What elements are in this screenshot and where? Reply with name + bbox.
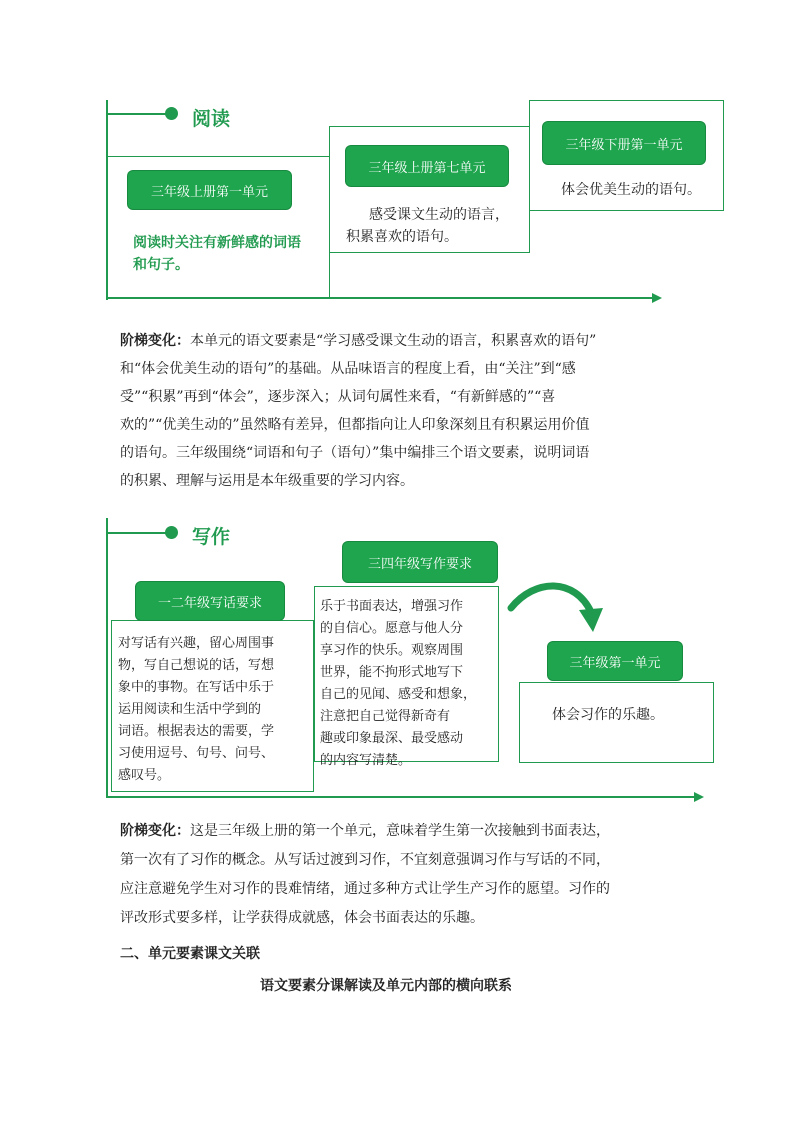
reading-ladder-line: 的积累、理解与运用是本年级重要的学习内容。 [120,473,414,489]
writing-ladder-line: 评改形式要多样，让学获得成就感，体会书面表达的乐趣。 [120,910,484,926]
reading-title: 阅读 [192,108,231,130]
writing-box2-line: 趣或印象最深、最受感动 [320,731,464,746]
writing-box1-line: 感叹号。 [118,768,171,783]
reading-ladder-line: 的语句。三年级围绕“词语和句子（语句）”集中编排三个语文要素，说明词语 [120,445,590,461]
writing-box1-line: 象中的事物。在写话中乐于 [118,680,275,695]
writing-box2-line: 的自信心。愿意与他人分 [320,621,464,636]
writing-box1-line: 词语。根据表达的需要，学 [118,724,275,739]
writing-pill-grade3-4: 三四年级写作要求 [343,542,497,582]
writing-timeline-arrow [106,796,694,798]
writing-title: 写作 [192,526,231,548]
reading-ladder-line: 受”“积累”再到“体会”，逐步深入；从词句属性来看，“有新鲜感的”“喜 [120,389,556,405]
writing-ladder-line: 第一次有了习作的概念。从写话过渡到习作，不宜刻意强调习作与写话的不同， [120,852,610,868]
reading-ladder-line: 欢的”“优美生动的”虽然略有差异，但都指向让人印象深刻且有积累运用价值 [120,417,590,433]
writing-arrow-head [694,792,704,802]
writing-box1-line: 习使用逗号、句号、问号、 [118,746,275,761]
reading-timeline-arrow [106,297,652,299]
reading-arrow-head [652,293,662,303]
writing-ladder-line: 这是三年级上册的第一个单元，意味着学生第一次接触到书面表达， [190,823,610,839]
writing-box2-line: 自己的见闻、感受和想象， [320,687,477,702]
reading-box2-line1: 感受课文生动的语言， [369,207,509,223]
reading-ladder-line: 本单元的语文要素是“学习感受课文生动的语言，积累喜欢的语句” [190,333,597,349]
writing-box2-line: 的内容写清楚。 [320,753,412,768]
writing-box2-text [320,596,498,772]
writing-box3-text: 体会习作的乐趣。 [552,707,664,723]
writing-title-dot [165,526,178,539]
reading-title-dot [165,107,178,120]
reading-box1-text: 阅读时关注有新鲜感的词语和句子。 [133,235,301,273]
writing-ladder-label: 阶梯变化： [120,823,190,839]
writing-box1-text [118,633,312,787]
writing-pill-grade1-2: 一二年级写话要求 [136,582,284,620]
reading-ladder-paragraph [120,327,720,495]
reading-ladder-line: 和“体会优美生动的语句”的基础。从品味语言的程度上看，由“关注”到“感 [120,361,576,377]
writing-box2-line: 享习作的快乐。观察周围 [320,643,464,658]
reading-box3-text: 体会优美生动的语句。 [561,182,701,198]
reading-title-connector [106,113,172,115]
writing-ladder-line: 应注意避免学生对习作的畏难情绪，通过多种方式让学生产习作的愿望。习作的 [120,881,610,897]
writing-box1-line: 运用阅读和生活中学到的 [118,702,262,717]
curved-arrow-icon [505,582,605,642]
writing-title-connector [106,532,172,534]
writing-ladder-paragraph [120,817,720,933]
writing-timeline-vertical [106,518,108,798]
writing-box1-line: 物，写自己想说的话，写想 [118,658,275,673]
reading-pill-grade3-unit1: 三年级上册第一单元 [128,171,291,209]
writing-box2-line: 乐于书面表达，增强习作 [320,599,464,614]
reading-box2-line2: 积累喜欢的语句。 [346,229,458,245]
section2-heading: 二、单元要素课文关联 [120,946,260,962]
writing-pill-grade3-unit1: 三年级第一单元 [548,642,682,680]
writing-box2-line: 注意把自己觉得新奇有 [320,709,451,724]
reading-ladder-label: 阶梯变化： [120,333,190,349]
section2-subheading: 语文要素分课解读及单元内部的横向联系 [260,978,512,994]
reading-pill-grade3-unit7: 三年级上册第七单元 [346,146,508,186]
writing-box1-line: 对写话有兴趣，留心周围事 [118,636,275,651]
reading-pill-grade3-down-unit1: 三年级下册第一单元 [543,122,705,164]
writing-box2-line: 世界，能不拘形式地写下 [320,665,464,680]
